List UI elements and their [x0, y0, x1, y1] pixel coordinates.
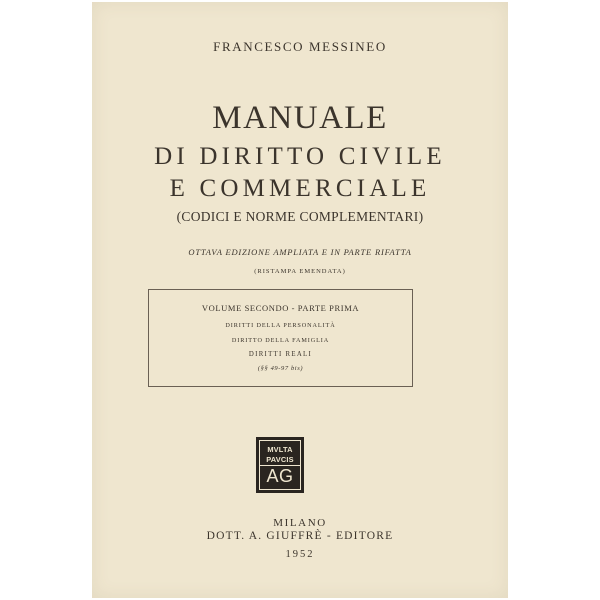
- logo-frame: [259, 440, 301, 490]
- subtitle: (CODICI E NORME COMPLEMENTARI): [176, 209, 424, 224]
- edition-note: OTTAVA EDIZIONE AMPLIATA E IN PARTE RIFATTA: [188, 247, 412, 257]
- book-title-page: [92, 2, 508, 598]
- volume-topic-3: DIRITTI REALI: [248, 351, 313, 358]
- publisher-name: DOTT. A. GIUFFRÈ - EDITORE: [206, 530, 394, 542]
- volume-topic-1: DIRITTI DELLA PERSONALITÀ: [225, 322, 336, 329]
- logo-initials: AG: [266, 466, 294, 486]
- volume-info-box: [148, 289, 413, 387]
- volume-sections: (§§ 49-97 bis): [257, 365, 304, 372]
- publication-year: 1952: [285, 549, 315, 560]
- publication-city: MILANO: [273, 517, 327, 529]
- volume-title: VOLUME SECONDO - PARTE PRIMA: [201, 303, 360, 313]
- publisher-logo: [256, 437, 304, 493]
- logo-motto-line-1: MVLTA: [267, 445, 293, 454]
- title-line-1: MANUALE: [212, 100, 388, 136]
- logo-motto-line-2: PAVCIS: [266, 455, 294, 464]
- volume-topic-2: DIRITTO DELLA FAMIGLIA: [231, 337, 330, 344]
- title-line-3: E COMMERCIALE: [169, 175, 431, 202]
- title-line-2: DI DIRITTO CIVILE: [154, 143, 446, 170]
- reprint-note: (RISTAMPA EMENDATA): [254, 268, 346, 275]
- author-name: FRANCESCO MESSINEO: [213, 39, 387, 54]
